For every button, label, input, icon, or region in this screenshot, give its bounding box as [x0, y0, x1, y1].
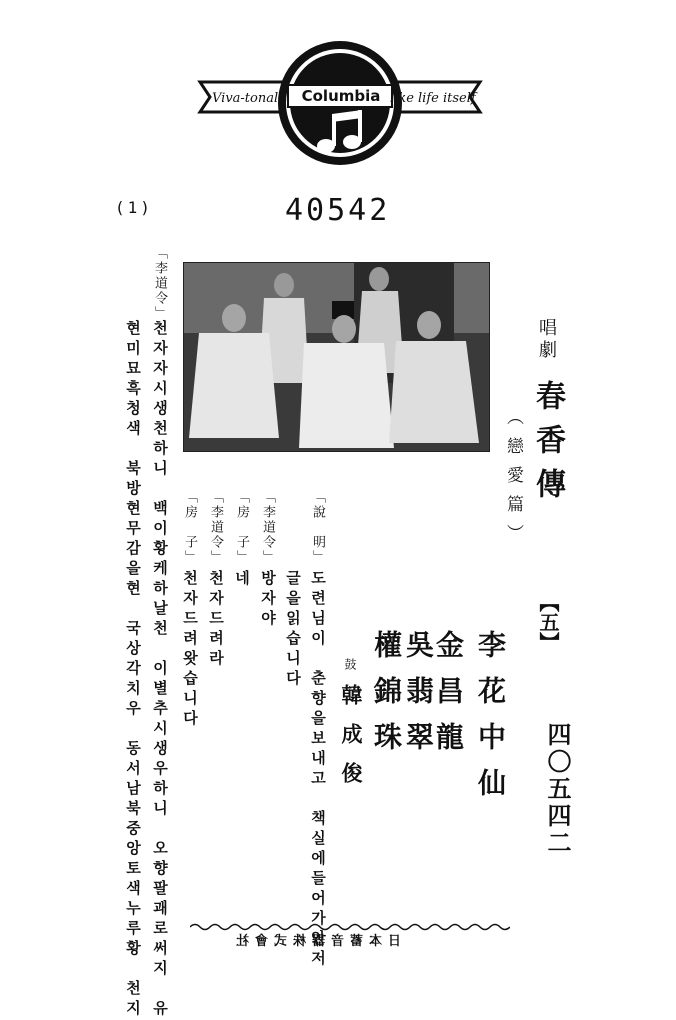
speaker-label: 「李道令」 [152, 246, 167, 321]
company-name: 日本蓄音器株式會社 [230, 934, 402, 949]
libretto-line: 네 [233, 570, 251, 590]
logo-left-slogan: Viva-tonal [212, 91, 279, 106]
catalog-number: 40542 [285, 193, 391, 228]
genre-label: 唱劇 [536, 318, 557, 362]
speaker-label: 「李道令」 [208, 490, 223, 565]
logo-graphic [190, 38, 490, 178]
record-title: 春香傳 [530, 380, 565, 512]
libretto-line: 천자드려라 [207, 570, 225, 670]
photo-image [184, 263, 489, 451]
performer-name: 吳翡翠 [402, 630, 435, 768]
drummer-name: 韓成俊 [339, 684, 364, 801]
libretto-line: 천자자시생천하니 백이황케하날천 이별추시생우하니 오향팔괘로써지 유 [151, 320, 169, 1020]
speaker-label: 「說 明」 [310, 490, 325, 565]
decorative-rule [190, 917, 510, 927]
side-index: (1) [115, 198, 153, 217]
drummer-label: 鼓 [343, 658, 357, 670]
libretto-line: 현미묘흑청색 북방현무감을현 국상각치우 동서남북중앙토색누루황 천지 [124, 320, 142, 1020]
logo-right-slogan: like life itself [390, 91, 476, 106]
libretto-line: 방자야 [259, 570, 277, 630]
performer-name: 金昌龍 [432, 630, 465, 768]
logo-brand: Columbia [301, 87, 381, 105]
part-number: 【五】 [536, 592, 560, 652]
speaker-label: 「房 子」 [182, 490, 197, 565]
performers-photo [183, 262, 490, 452]
columbia-logo [190, 38, 490, 178]
performer-name: 李花中仙 [474, 630, 507, 814]
libretto-line: 도련님이 춘향을보내고 책실에들어가안저 [309, 570, 327, 970]
libretto-line: 천자드려왓습니다 [181, 570, 199, 730]
speaker-label: 「李道令」 [260, 490, 275, 565]
record-subtitle: （戀愛篇） [503, 408, 523, 553]
side-number-vertical: 四〇五四二 [543, 722, 572, 857]
performer-name: 權錦珠 [370, 630, 403, 768]
speaker-label: 「房 子」 [234, 490, 249, 565]
libretto-line: 글을읽습니다 [284, 570, 302, 690]
